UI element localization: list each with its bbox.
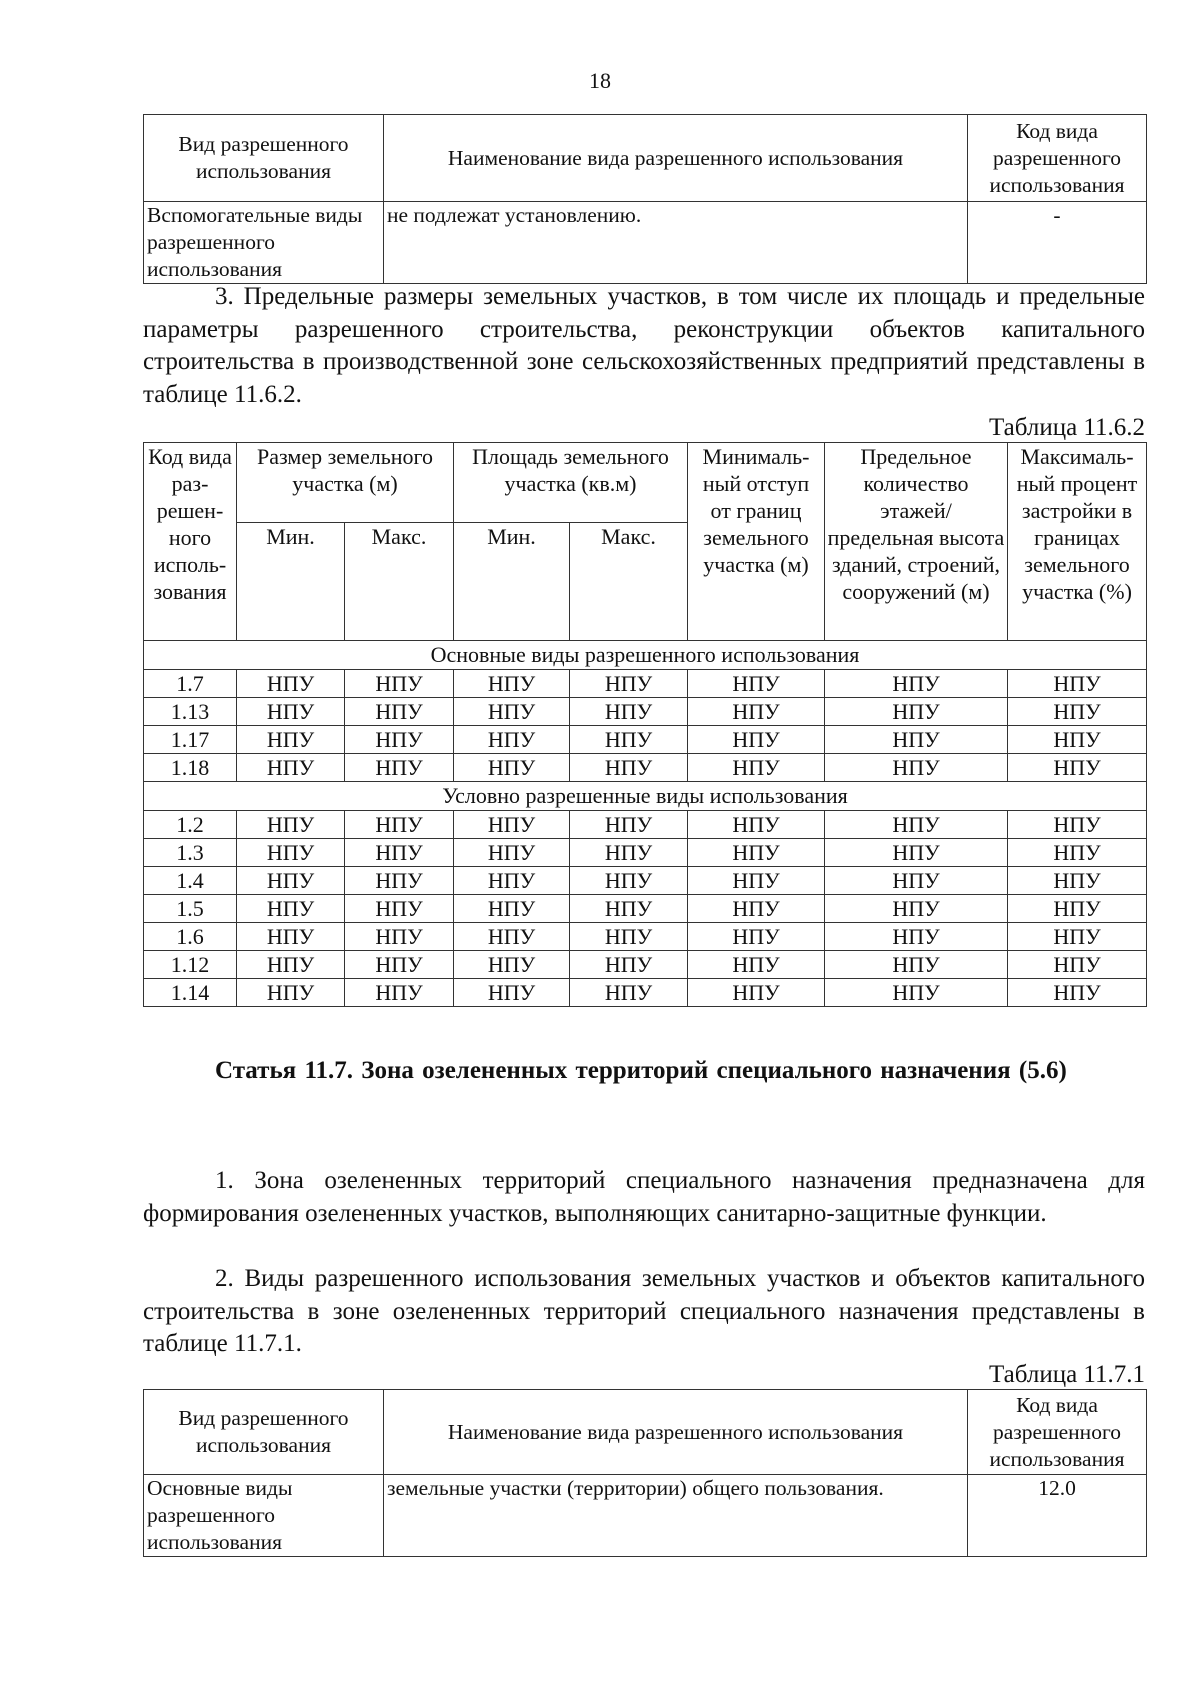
header-use-code: Код вида разрешенного использования: [968, 1390, 1147, 1475]
limits-table-11-6-2: [143, 442, 1147, 1007]
use-name-cell: не подлежат установлению.: [384, 202, 968, 284]
value-cell: НПУ: [345, 951, 454, 979]
value-cell: НПУ: [237, 895, 345, 923]
value-cell: НПУ: [825, 670, 1008, 698]
value-cell: НПУ: [688, 754, 825, 782]
value-cell: НПУ: [454, 839, 570, 867]
value-cell: НПУ: [825, 811, 1008, 839]
table-row: [144, 867, 1147, 895]
use-code-cell: 1.4: [144, 867, 237, 895]
header-min-setback: Минималь-ный отступ от границ земельного участка (м): [688, 443, 825, 641]
value-cell: НПУ: [570, 726, 688, 754]
value-cell: НПУ: [454, 923, 570, 951]
table-row: [144, 811, 1147, 839]
value-cell: НПУ: [237, 726, 345, 754]
value-cell: НПУ: [570, 923, 688, 951]
value-cell: НПУ: [345, 698, 454, 726]
use-code-cell: 1.17: [144, 726, 237, 754]
value-cell: НПУ: [825, 895, 1008, 923]
header-use-code: Код вида разрешенного использования: [968, 115, 1147, 202]
value-cell: НПУ: [237, 670, 345, 698]
value-cell: НПУ: [454, 979, 570, 1007]
use-code-cell: 1.18: [144, 754, 237, 782]
value-cell: НПУ: [688, 726, 825, 754]
value-cell: НПУ: [345, 867, 454, 895]
header-plot-size: Размер земельного участка (м): [237, 443, 454, 523]
table-row: [144, 951, 1147, 979]
value-cell: НПУ: [1008, 979, 1147, 1007]
value-cell: НПУ: [345, 839, 454, 867]
value-cell: НПУ: [688, 811, 825, 839]
value-cell: НПУ: [345, 726, 454, 754]
use-name-cell: земельные участки (территории) общего пользования.: [384, 1475, 968, 1557]
header-area-min: Мин.: [454, 523, 570, 641]
use-code-cell: 1.3: [144, 839, 237, 867]
value-cell: НПУ: [1008, 867, 1147, 895]
permitted-use-table-11-7-1: [143, 1389, 1147, 1557]
table-row: [144, 895, 1147, 923]
header-max-floors: Предельное количество этажей/ предельная высота зданий, строений, сооружений (м): [825, 443, 1008, 641]
table-row: [144, 979, 1147, 1007]
value-cell: НПУ: [237, 839, 345, 867]
page-number: 18: [589, 68, 611, 93]
table-row: [144, 726, 1147, 754]
permitted-use-table-continued: [143, 114, 1147, 284]
value-cell: НПУ: [1008, 726, 1147, 754]
value-cell: НПУ: [1008, 923, 1147, 951]
header-code: Код вида раз-решен-ного исполь-зования: [144, 443, 237, 641]
value-cell: НПУ: [825, 923, 1008, 951]
section-title: Основные виды разрешенного использования: [144, 641, 1147, 670]
table-row: [144, 839, 1147, 867]
value-cell: НПУ: [570, 670, 688, 698]
value-cell: НПУ: [688, 979, 825, 1007]
use-code-cell: -: [968, 202, 1147, 284]
value-cell: НПУ: [237, 867, 345, 895]
value-cell: НПУ: [570, 811, 688, 839]
table-row: [144, 754, 1147, 782]
value-cell: НПУ: [1008, 895, 1147, 923]
value-cell: НПУ: [825, 979, 1008, 1007]
value-cell: НПУ: [825, 754, 1008, 782]
table-row: [144, 698, 1147, 726]
use-code-cell: 1.2: [144, 811, 237, 839]
section-title: Условно разрешенные виды использования: [144, 782, 1147, 811]
value-cell: НПУ: [688, 895, 825, 923]
value-cell: НПУ: [1008, 839, 1147, 867]
value-cell: НПУ: [345, 979, 454, 1007]
use-code-cell: 1.13: [144, 698, 237, 726]
header-use-name: Наименование вида разрешенного использования: [384, 115, 968, 202]
value-cell: НПУ: [688, 698, 825, 726]
value-cell: НПУ: [570, 754, 688, 782]
value-cell: НПУ: [345, 811, 454, 839]
header-plot-area: Площадь земельного участка (кв.м): [454, 443, 688, 523]
header-use-kind: Вид разрешенного использования: [144, 1390, 384, 1475]
value-cell: НПУ: [825, 698, 1008, 726]
value-cell: НПУ: [237, 951, 345, 979]
value-cell: НПУ: [237, 754, 345, 782]
use-code-cell: 1.14: [144, 979, 237, 1007]
value-cell: НПУ: [454, 670, 570, 698]
value-cell: НПУ: [237, 923, 345, 951]
value-cell: НПУ: [570, 839, 688, 867]
value-cell: НПУ: [570, 867, 688, 895]
value-cell: НПУ: [1008, 811, 1147, 839]
value-cell: НПУ: [688, 839, 825, 867]
use-kind-cell: Основные виды разрешенного использования: [144, 1475, 384, 1557]
value-cell: НПУ: [345, 895, 454, 923]
use-code-cell: 1.12: [144, 951, 237, 979]
paragraph-limits: 3. Предельные размеры земельных участков, в том числе их площадь и предельные параметры разрешенного строительства, реконструкции объектов капитального строительства в производственной зоне сельскохозяйственных предприятий представлены в таблице 11.6.2.: [143, 283, 1145, 408]
value-cell: НПУ: [1008, 754, 1147, 782]
table-caption-11-6-2: Таблица 11.6.2: [989, 414, 1145, 441]
value-cell: НПУ: [570, 979, 688, 1007]
paragraph-permitted-uses: 2. Виды разрешенного использования земельных участков и объектов капитального строительства в зоне озелененных территорий специального назначения представлены в таблице 11.7.1.: [143, 1265, 1145, 1357]
value-cell: НПУ: [570, 951, 688, 979]
value-cell: НПУ: [454, 895, 570, 923]
header-use-kind: Вид разрешенного использования: [144, 115, 384, 202]
table-row: [144, 923, 1147, 951]
value-cell: НПУ: [1008, 951, 1147, 979]
section-row: [144, 782, 1147, 811]
value-cell: НПУ: [825, 867, 1008, 895]
value-cell: НПУ: [454, 698, 570, 726]
value-cell: НПУ: [345, 923, 454, 951]
value-cell: НПУ: [570, 698, 688, 726]
value-cell: НПУ: [345, 670, 454, 698]
use-code-cell: 1.5: [144, 895, 237, 923]
use-code-cell: 12.0: [968, 1475, 1147, 1557]
header-area-max: Макс.: [570, 523, 688, 641]
value-cell: НПУ: [688, 867, 825, 895]
use-code-cell: 1.6: [144, 923, 237, 951]
paragraph-zone-purpose: 1. Зона озелененных территорий специального назначения предназначена для формирования озелененных участков, выполняющих санитарно-защитные функции.: [143, 1167, 1145, 1227]
value-cell: НПУ: [237, 811, 345, 839]
header-size-min: Мин.: [237, 523, 345, 641]
header-size-max: Макс.: [345, 523, 454, 641]
article-heading: Статья 11.7. Зона озелененных территорий специального назначения (5.6): [215, 1057, 1067, 1084]
value-cell: НПУ: [1008, 698, 1147, 726]
use-kind-cell: Вспомогательные виды разрешенного использования: [144, 202, 384, 284]
value-cell: НПУ: [688, 923, 825, 951]
value-cell: НПУ: [825, 839, 1008, 867]
section-row: [144, 641, 1147, 670]
value-cell: НПУ: [345, 754, 454, 782]
value-cell: НПУ: [454, 811, 570, 839]
value-cell: НПУ: [454, 867, 570, 895]
value-cell: НПУ: [688, 951, 825, 979]
value-cell: НПУ: [570, 895, 688, 923]
value-cell: НПУ: [825, 951, 1008, 979]
header-use-name: Наименование вида разрешенного использования: [384, 1390, 968, 1475]
value-cell: НПУ: [237, 979, 345, 1007]
table-caption-11-7-1: Таблица 11.7.1: [989, 1361, 1145, 1388]
value-cell: НПУ: [454, 951, 570, 979]
value-cell: НПУ: [454, 726, 570, 754]
value-cell: НПУ: [1008, 670, 1147, 698]
table-row: [144, 670, 1147, 698]
value-cell: НПУ: [688, 670, 825, 698]
value-cell: НПУ: [237, 698, 345, 726]
use-code-cell: 1.7: [144, 670, 237, 698]
value-cell: НПУ: [454, 754, 570, 782]
value-cell: НПУ: [825, 726, 1008, 754]
header-max-percent: Максималь-ный процент застройки в границах земельного участка (%): [1008, 443, 1147, 641]
